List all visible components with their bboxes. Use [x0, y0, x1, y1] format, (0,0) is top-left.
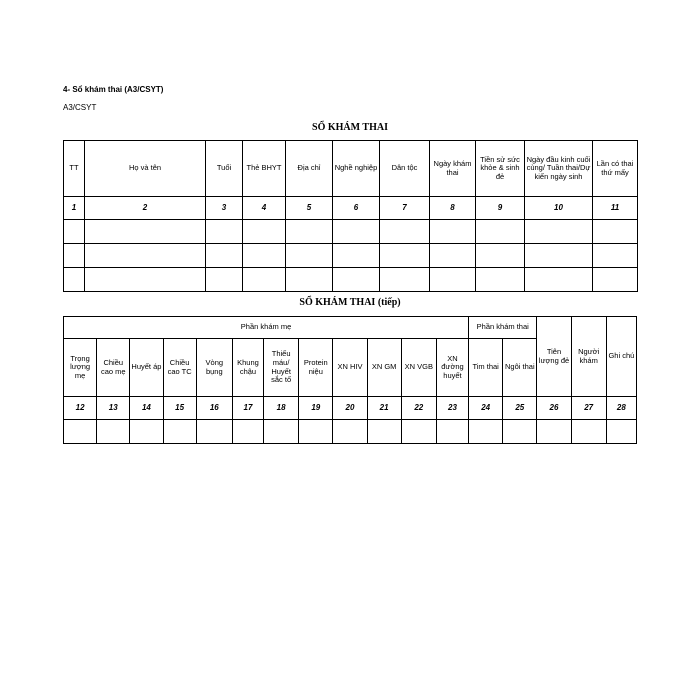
column-number: 21 — [367, 397, 401, 420]
header-anemia: Thiếu máu/ Huyết sắc tố — [264, 339, 299, 397]
header-address: Địa chỉ — [286, 141, 333, 197]
column-number: 1 — [64, 197, 85, 220]
column-number: 10 — [525, 197, 593, 220]
column-number: 13 — [97, 397, 130, 420]
column-number: 2 — [85, 197, 206, 220]
header-fundal-height: Chiều cao TC — [163, 339, 196, 397]
pregnancy-exam-table — [63, 140, 638, 292]
column-number: 28 — [606, 397, 636, 420]
table1-title: SỔ KHÁM THAI — [312, 122, 388, 133]
header-health-history: Tiền sử sức khỏe & sinh đẻ — [476, 141, 525, 197]
column-number: 18 — [264, 397, 299, 420]
header-blood-pressure: Huyết áp — [130, 339, 163, 397]
column-number: 14 — [130, 397, 163, 420]
header-pelvis: Khung chậu — [232, 339, 263, 397]
header-notes: Ghi chú — [606, 317, 636, 397]
header-fetal-position: Ngôi thai — [503, 339, 537, 397]
pregnancy-exam-table-continued — [63, 316, 637, 444]
table-row — [64, 220, 638, 244]
column-number: 23 — [436, 397, 468, 420]
table1-header-row — [64, 141, 638, 197]
header-occupation: Nghề nghiệp — [333, 141, 380, 197]
column-number: 4 — [243, 197, 286, 220]
header-pregnancy-count: Lần có thai thứ mấy — [593, 141, 638, 197]
header-birth-prognosis: Tiên lượng đẻ — [537, 317, 571, 397]
header-examiner: Người khám — [571, 317, 606, 397]
column-number: 25 — [503, 397, 537, 420]
header-mother-weight: Trọng lượng mẹ — [64, 339, 97, 397]
header-exam-date: Ngày khám thai — [430, 141, 476, 197]
header-last-period: Ngày đầu kinh cuối cùng/ Tuần thai/Dự kiến ngày sinh — [525, 141, 593, 197]
header-urine-protein: Protein niệu — [299, 339, 333, 397]
header-insurance-card: Thẻ BHYT — [243, 141, 286, 197]
column-number: 26 — [537, 397, 571, 420]
table2-group-row — [64, 317, 637, 339]
column-number: 3 — [206, 197, 243, 220]
header-ethnicity: Dân tộc — [380, 141, 430, 197]
table-row — [64, 268, 638, 292]
table2-title: SỔ KHÁM THAI (tiếp) — [299, 297, 401, 308]
column-number: 19 — [299, 397, 333, 420]
column-number: 9 — [476, 197, 525, 220]
header-gm-test: XN GM — [367, 339, 401, 397]
column-number: 8 — [430, 197, 476, 220]
column-number: 22 — [401, 397, 436, 420]
column-number: 15 — [163, 397, 196, 420]
column-number: 20 — [333, 397, 367, 420]
column-number: 6 — [333, 197, 380, 220]
form-code: A3/CSYT — [63, 103, 97, 112]
column-number: 7 — [380, 197, 430, 220]
column-number: 5 — [286, 197, 333, 220]
group-fetus-exam: Phần khám thai — [469, 317, 537, 339]
header-blood-sugar-test: XN đường huyết — [436, 339, 468, 397]
group-mother-exam: Phần khám mẹ — [64, 317, 469, 339]
table2-number-row — [64, 397, 637, 420]
column-number: 11 — [593, 197, 638, 220]
header-vgb-test: XN VGB — [401, 339, 436, 397]
header-hiv-test: XN HIV — [333, 339, 367, 397]
header-mother-height: Chiều cao mẹ — [97, 339, 130, 397]
column-number: 24 — [469, 397, 503, 420]
section-heading: 4- Sổ khám thai (A3/CSYT) — [63, 85, 164, 94]
table-row — [64, 420, 637, 444]
table-row — [64, 244, 638, 268]
header-full-name: Họ và tên — [85, 141, 206, 197]
header-fetal-heart: Tim thai — [469, 339, 503, 397]
header-abdominal-girth: Vòng bụng — [196, 339, 232, 397]
table1-number-row — [64, 197, 638, 220]
column-number: 17 — [232, 397, 263, 420]
column-number: 27 — [571, 397, 606, 420]
header-age: Tuổi — [206, 141, 243, 197]
column-number: 16 — [196, 397, 232, 420]
column-number: 12 — [64, 397, 97, 420]
header-tt: TT — [64, 141, 85, 197]
